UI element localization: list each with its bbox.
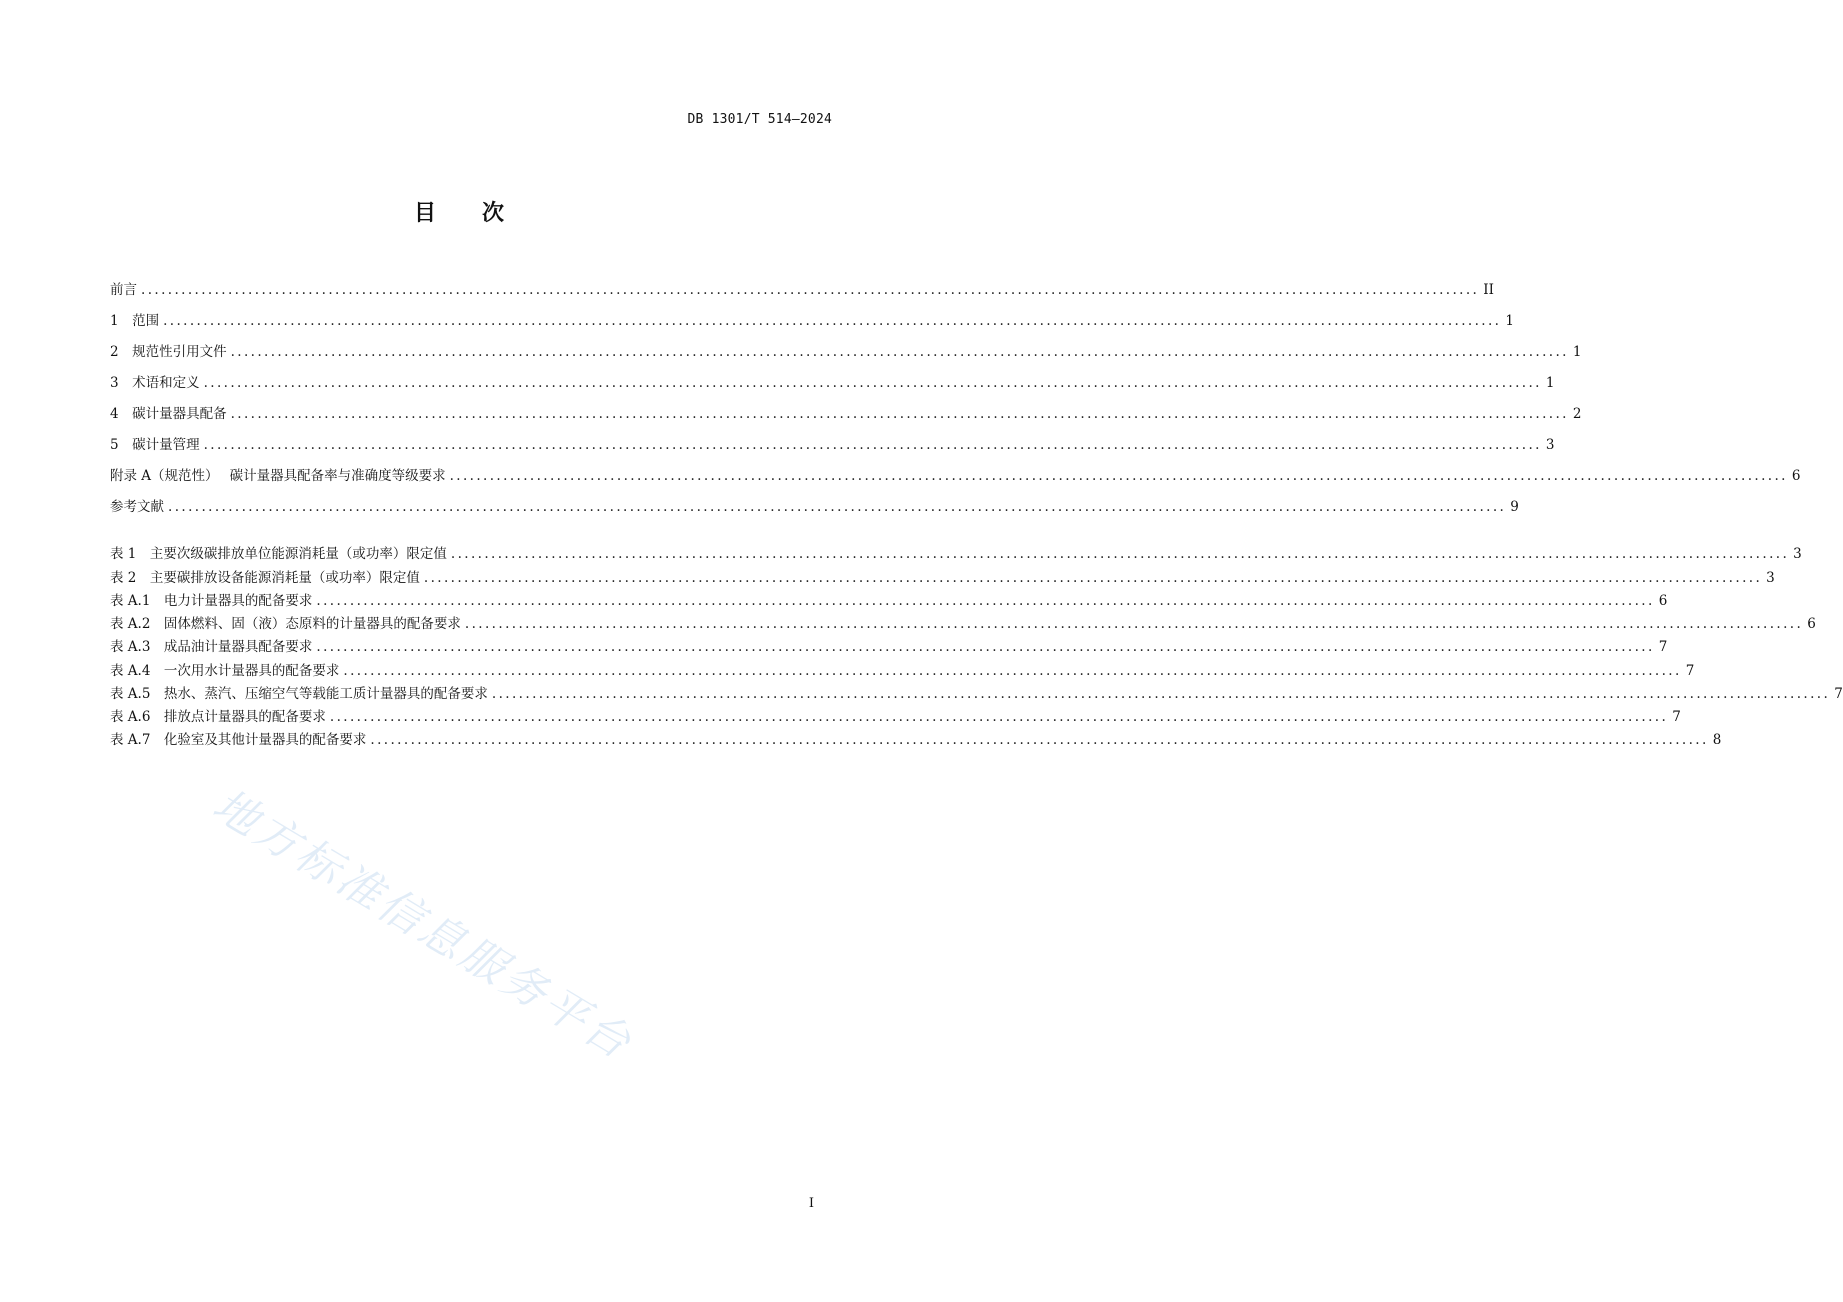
leader-dots: ........................................................................................................................................................................................................ — [464, 616, 1804, 632]
leader-dots: ........................................................................................................................................................................................................ — [230, 344, 1569, 360]
toc-entry-label: 碳计量器具配备 — [132, 406, 227, 422]
table-entry-1[interactable] — [110, 544, 1802, 564]
table-entry-page: 7 — [1834, 686, 1843, 702]
toc-entry-page: 1 — [1505, 313, 1514, 329]
toc-entry-page: 3 — [1545, 437, 1555, 453]
page-number: I — [808, 1196, 814, 1211]
toc-entry-label: 术语和定义 — [132, 375, 200, 391]
leader-dots: ........................................................................................................................................................................................................ — [370, 732, 1709, 748]
toc-entry-label: 范围 — [132, 313, 160, 329]
toc-entry-page: II — [1483, 282, 1494, 298]
toc-entry-foreword[interactable] — [110, 280, 1494, 300]
toc-entry-bibliography[interactable] — [110, 497, 1519, 517]
leader-dots: ........................................................................................................................................................................................................ — [203, 437, 1542, 453]
watermark: 地方标准信息服务平台 — [204, 779, 642, 1071]
doc-code: DB 1301/T 514—2024 — [687, 112, 832, 127]
table-entry-number: 表 A.3 — [110, 639, 164, 655]
toc-entry-page: 6 — [1791, 468, 1801, 484]
table-entry-number: 表 A.2 — [110, 616, 164, 632]
toc-entry-number: 5 — [110, 437, 133, 453]
table-entry-label: 固体燃料、固（液）态原料的计量器具的配备要求 — [163, 616, 461, 632]
table-entry-label: 一次用水计量器具的配备要求 — [163, 663, 340, 679]
toc-entry-normative-references[interactable] — [110, 342, 1582, 362]
toc-entry-number: 4 — [110, 406, 133, 422]
toc-entry-number: 3 — [110, 375, 133, 391]
table-entry-number: 表 A.6 — [110, 709, 164, 725]
table-entry-a5[interactable] — [110, 684, 1843, 704]
table-entry-a1[interactable] — [110, 591, 1668, 611]
page-title — [0, 196, 920, 227]
table-entry-2[interactable] — [110, 568, 1775, 588]
table-entry-number: 表 A.7 — [110, 732, 164, 748]
table-entry-label: 电力计量器具的配备要求 — [163, 593, 313, 609]
leader-dots: ........................................................................................................................................................................................................ — [141, 282, 1480, 298]
leader-dots: ........................................................................................................................................................................................................ — [230, 406, 1569, 422]
table-entry-page: 3 — [1793, 546, 1802, 562]
table-entry-page: 6 — [1807, 616, 1816, 632]
leader-dots: ........................................................................................................................................................................................................ — [423, 570, 1763, 586]
table-entry-label: 热水、蒸汽、压缩空气等载能工质计量器具的配备要求 — [163, 686, 488, 702]
table-entry-label: 成品油计量器具配备要求 — [163, 639, 313, 655]
toc-entry-label: 前言 — [110, 282, 137, 298]
table-entry-number: 表 1 — [110, 546, 150, 562]
table-entry-label: 主要碳排放设备能源消耗量（或功率）限定值 — [149, 570, 420, 586]
table-entry-a4[interactable] — [110, 661, 1695, 681]
table-entry-page: 3 — [1766, 570, 1775, 586]
toc-entry-label: 附录 A（规范性） 碳计量器具配备率与准确度等级要求 — [110, 468, 446, 484]
toc-entry-page: 1 — [1572, 344, 1582, 360]
toc-entry-label: 参考文献 — [110, 499, 164, 515]
table-entry-number: 表 A.5 — [110, 686, 164, 702]
table-entry-a3[interactable] — [110, 637, 1668, 657]
leader-dots: ........................................................................................................................................................................................................ — [316, 593, 1655, 609]
table-entry-page: 7 — [1685, 663, 1695, 679]
toc-entry-page: 9 — [1510, 499, 1519, 515]
table-entry-label: 排放点计量器具的配备要求 — [163, 709, 326, 725]
leader-dots: ........................................................................................................................................................................................................ — [450, 546, 1790, 562]
table-entry-a7[interactable] — [110, 730, 1722, 750]
table-entry-number: 表 A.1 — [110, 593, 164, 609]
toc-entry-number: 1 — [110, 313, 133, 329]
toc-entry-equipment[interactable] — [110, 404, 1582, 424]
leader-dots: ........................................................................................................................................................................................................ — [168, 499, 1507, 515]
leader-dots: ........................................................................................................................................................................................................ — [343, 663, 1682, 679]
table-entry-a2[interactable] — [110, 614, 1816, 634]
table-entry-page: 7 — [1658, 639, 1668, 655]
toc-entry-scope[interactable] — [110, 311, 1514, 331]
page-title-part2: 次 — [482, 201, 507, 226]
toc-entry-page: 2 — [1572, 406, 1582, 422]
leader-dots: ........................................................................................................................................................................................................ — [163, 313, 1502, 329]
table-entry-page: 8 — [1712, 732, 1722, 748]
toc-entry-number: 2 — [110, 344, 133, 360]
leader-dots: ........................................................................................................................................................................................................ — [449, 468, 1788, 484]
leader-dots: ........................................................................................................................................................................................................ — [491, 686, 1831, 702]
leader-dots: ........................................................................................................................................................................................................ — [203, 375, 1542, 391]
toc-entry-label: 规范性引用文件 — [132, 344, 227, 360]
table-entry-a6[interactable] — [110, 707, 1681, 727]
table-entry-label: 化验室及其他计量器具的配备要求 — [163, 732, 367, 748]
table-entry-number: 表 2 — [110, 570, 150, 586]
table-entry-page: 6 — [1658, 593, 1668, 609]
table-entry-label: 主要次级碳排放单位能源消耗量（或功率）限定值 — [149, 546, 447, 562]
toc-entry-label: 碳计量管理 — [132, 437, 200, 453]
page-title-part1: 目 — [413, 201, 438, 226]
leader-dots: ........................................................................................................................................................................................................ — [316, 639, 1655, 655]
toc-entry-terms[interactable] — [110, 373, 1555, 393]
leader-dots: ........................................................................................................................................................................................................ — [329, 709, 1669, 725]
table-entry-number: 表 A.4 — [110, 663, 164, 679]
toc-entry-page: 1 — [1545, 375, 1555, 391]
toc-entry-management[interactable] — [110, 435, 1555, 455]
table-entry-page: 7 — [1672, 709, 1681, 725]
toc-entry-appendix-a[interactable] — [110, 466, 1801, 486]
